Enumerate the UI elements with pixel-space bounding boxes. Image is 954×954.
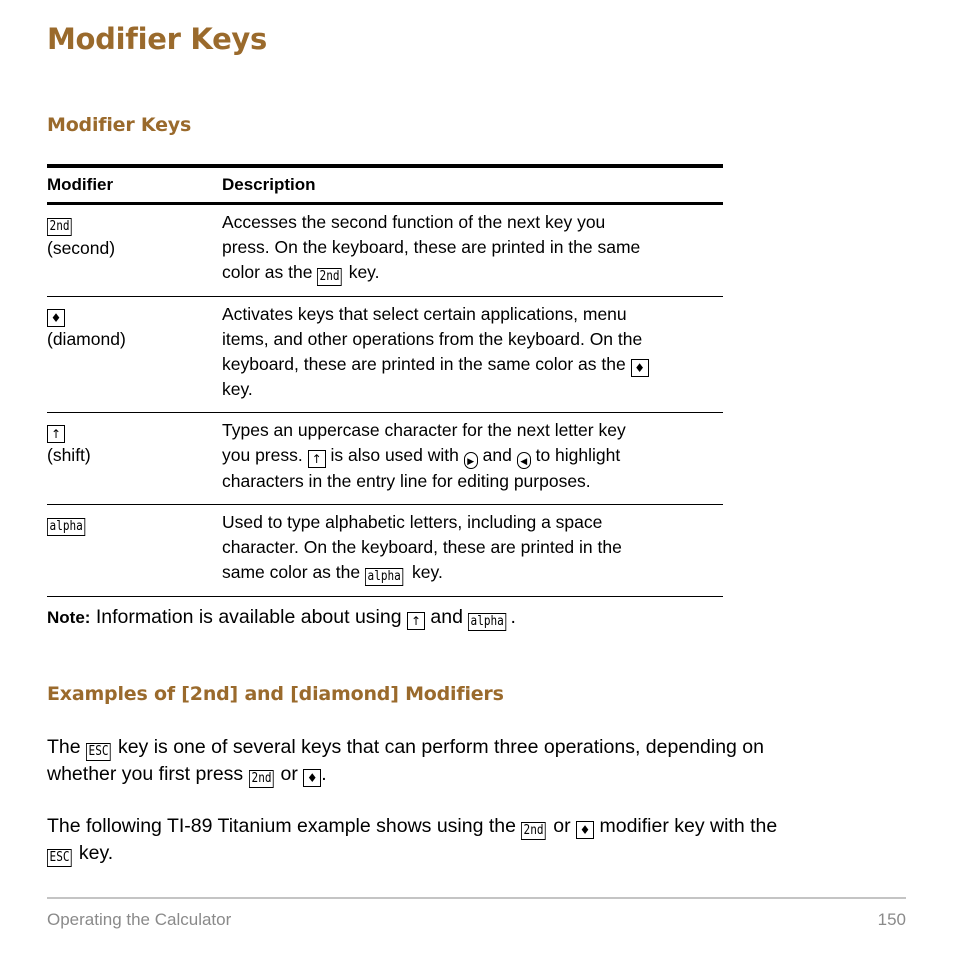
- footer-section-title: Operating the Calculator: [47, 910, 232, 929]
- alpha-key-icon: alpha: [365, 568, 403, 586]
- column-header-description: Description: [222, 175, 316, 194]
- diamond-key-icon: ♦: [303, 769, 321, 787]
- right-arrow-icon: ▶: [464, 452, 478, 469]
- esc-key-icon: ESC: [86, 743, 111, 761]
- modifier-description: Used to type alphabetic letters, including a space character. On the keyboard, these are printed in the same color as the alpha key.: [222, 512, 622, 584]
- 2nd-key-icon: 2nd: [47, 218, 72, 236]
- section-heading-examples: Examples of [2nd] and [diamond] Modifiers: [47, 683, 504, 705]
- column-header-modifier: Modifier: [47, 175, 114, 194]
- paragraph-esc-key: The ESC key is one of several keys that can perform three operations, depending on whether you first press 2nd or ♦ .: [47, 736, 764, 786]
- modifier-name: (second): [47, 238, 116, 258]
- shift-key-icon: ↑: [407, 612, 425, 630]
- footer-rule: [47, 897, 906, 899]
- esc-key-icon: ESC: [47, 849, 72, 867]
- 2nd-key-icon: 2nd: [317, 268, 342, 286]
- alpha-key-icon: alpha: [47, 518, 85, 536]
- table-row-alpha: [47, 505, 723, 597]
- modifier-name: (diamond): [47, 329, 126, 349]
- section-heading-modifier-keys: Modifier Keys: [47, 114, 192, 136]
- table-row-diamond: [47, 297, 723, 413]
- page-number: 150: [877, 910, 906, 929]
- diamond-key-icon: ♦: [631, 359, 649, 377]
- modifier-table: [47, 164, 723, 597]
- modifier-description: Accesses the second function of the next key you press. On the keyboard, these are printed in the same color as the 2nd key.: [222, 212, 641, 284]
- modifier-name: (shift): [47, 445, 91, 465]
- table-header-row: [47, 168, 723, 202]
- table-row-second: [47, 205, 723, 297]
- alpha-key-icon: alpha: [468, 613, 506, 631]
- modifier-description: Activates keys that select certain applications, menu items, and other operations from the keyboard. On the keyboard, these are printed in the same color as the ♦ key.: [222, 302, 723, 402]
- page-title: Modifier Keys: [47, 22, 268, 56]
- left-arrow-icon: ◀: [517, 452, 531, 469]
- diamond-key-icon: ♦: [576, 821, 594, 839]
- shift-key-icon: ↑: [47, 425, 65, 443]
- shift-key-icon: ↑: [308, 450, 326, 468]
- note: Note: Information is available about using ↑ and alpha .: [47, 606, 516, 629]
- modifier-description: Types an uppercase character for the next letter key you press. ↑ is also used with ▶ and ◀ to highlight characters in the entry line for editing purposes.: [222, 420, 626, 491]
- 2nd-key-icon: 2nd: [249, 770, 274, 788]
- note-label: Note:: [47, 608, 91, 627]
- paragraph-example: The following TI-89 Titanium example shows using the 2nd or ♦ modifier key with the ESC key.: [47, 815, 778, 865]
- 2nd-key-icon: 2nd: [521, 822, 546, 840]
- diamond-key-icon: ♦: [47, 309, 65, 327]
- table-row-shift: [47, 413, 723, 505]
